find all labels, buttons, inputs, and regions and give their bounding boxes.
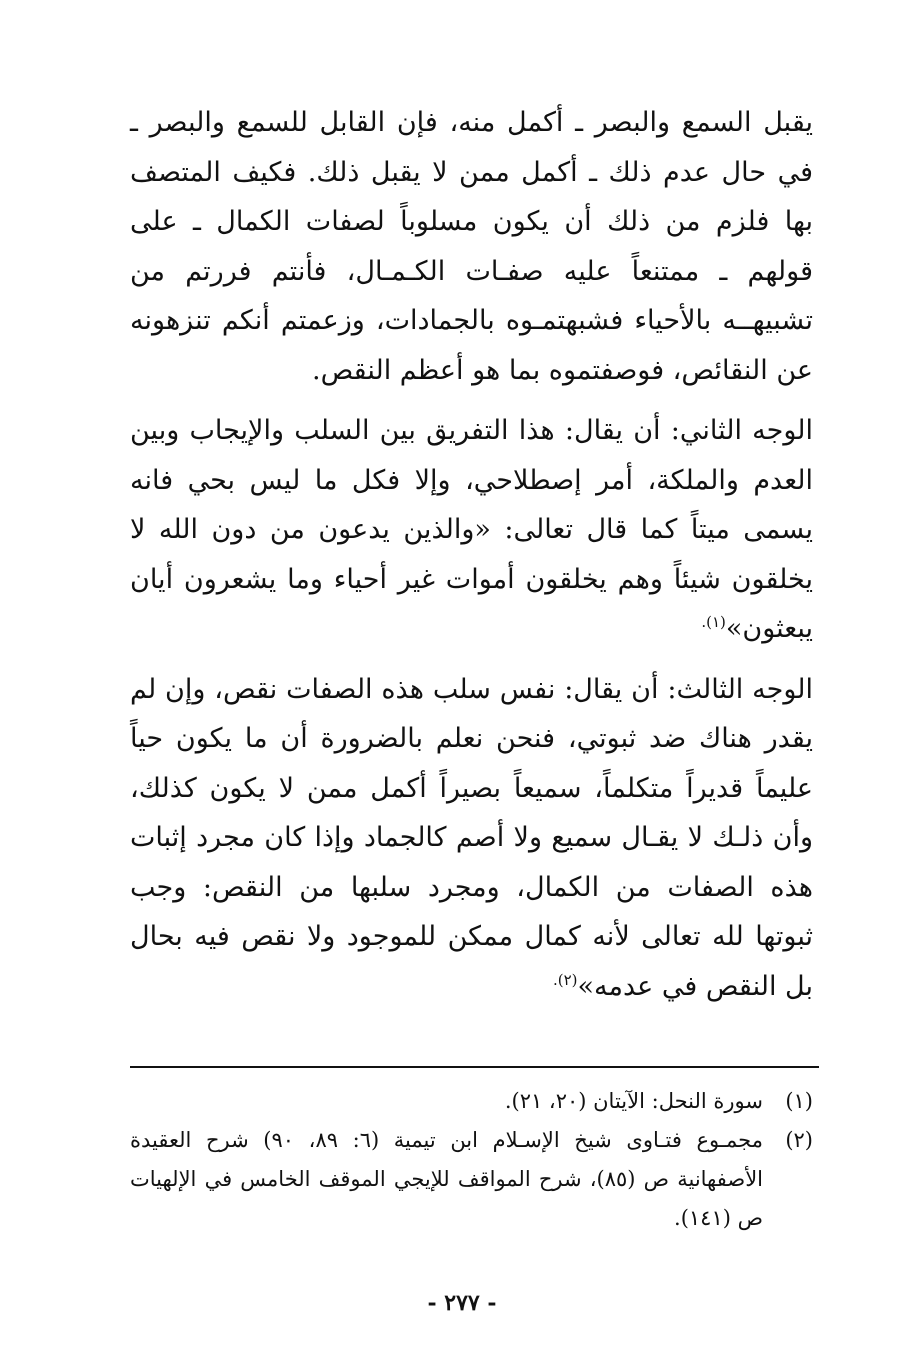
footnote-ref-2: (٢). — [552, 970, 578, 989]
paragraph-3-text: الوجه الثالث: أن يقال: نفس سلب هذه الصفات نقص، وإن لم يقدر هناك ضد ثبوتي، فنحن نعلم بالضرورة أن ما يكون حياً عليماً قديراً متكلماً، سميعاً بصيراً أكمل ممن لا يكون كذلك، وأن ذلـك لا يقـال سميع ولا أصم كالجماد وإذا كان مجرد إثبات هذه الصفات من الكمال، ومجرد سلبها من النقص: وجب ثبوتها لله تعالى لأنه كمال ممكن للموجود ولا نقص فيه بحال بل النقص في عدمه» — [130, 673, 813, 1002]
paragraph-3 — [130, 665, 813, 1012]
footnote-2-number: (٢) — [785, 1128, 813, 1152]
footnote-1-number: (١) — [785, 1089, 813, 1113]
footnote-2-text: مجمـوع فتـاوى شيخ الإسـلام ابن تيمية (٦: ٨٩، ٩٠) شرح العقيدة الأصفهانية ص (٨٥)، شرح المواقف للإيجي الموقف الخامس في الإلهيات ص (١٤١). — [130, 1128, 764, 1230]
footnote-divider — [130, 1066, 819, 1068]
footnote-1 — [130, 1082, 813, 1121]
page-number: - ٢٧٧ - — [427, 1290, 497, 1316]
paragraph-1 — [130, 98, 813, 395]
paragraph-2-text: الوجه الثاني: أن يقال: هذا التفريق بين السلب والإيجاب وبين العدم والملكة، أمر إصطلاحي، وإلا فكل ما ليس بحي فانه يسمى ميتاً كما قال تعالى: «والذين يدعون من دون الله لا يخلقون شيئاً وهم يخلقون أموات غير أحياء وما يشعرون أيان يبعثون» — [130, 415, 813, 644]
main-text — [130, 98, 813, 1011]
footnote-2 — [130, 1121, 813, 1238]
footnotes — [130, 1082, 813, 1238]
paragraph-2 — [130, 406, 813, 654]
paragraph-1-text: يقبل السمع والبصر ـ أكمل منه، فإن القابل للسمع والبصر ـ في حال عدم ذلك ـ أكمل ممن لا يقبل ذلك. فكيف المتصف بها فلزم من ذلك أن يكون مسلوباً لصفات الكمال ـ على قولهم ـ ممتنعاً عليه صفـات الكـمـال، فأنتم فررتم من تشبيهــه بالأحياء فشبهتمـوه بالجمادات، وزعمتم أنكم تنزهونه عن النقائص، فوصفتموه بما هو أعظم النقص. — [130, 107, 813, 386]
footnote-1-text: سورة النحل: الآيتان (٢٠، ٢١). — [504, 1089, 763, 1113]
footnote-ref-1: (١). — [701, 613, 726, 631]
